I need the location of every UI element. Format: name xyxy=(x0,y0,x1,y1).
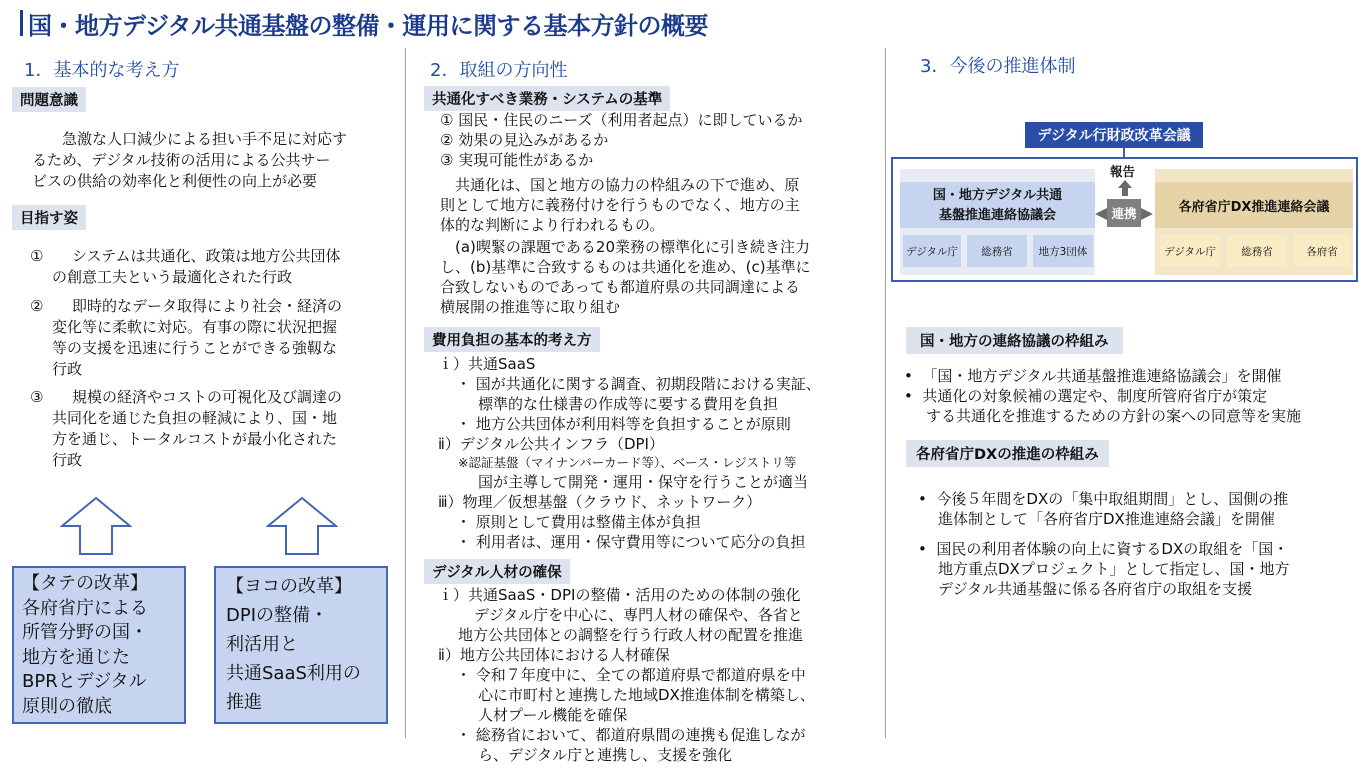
tag-problem-awareness: 問題意識 xyxy=(12,87,86,112)
member-digital-agency: デジタル庁 xyxy=(1160,235,1220,267)
section-heading-3: 3．今後の推進体制 xyxy=(920,56,1076,77)
liaison-label: 連携 xyxy=(1107,199,1141,227)
national-local-framework-list: • 「国・地方デジタル共通基盤推進連絡協議会」を開催 • 共通化の対象候補の選定や、制度所管府省庁が策定 する共通化を推進するための方針の案への同意等を実施 xyxy=(904,367,1302,425)
digital-talent-list: ｉ）共通SaaS・DPIの整備・活用のための体制の強化 デジタル庁を中心に、専門人材の確保や、各省と 地方公共団体との調整を行う行政人材の配置を推進 ⅱ）地方公共団体における人材確保 ・ 令和７年度中に、全ての都道府県で都道府県を中 心に市町村と連携した地域DX推進体制を構築し、 人材プール機能を確保 ・ 総務省において、都道府県間の連携も促進しなが ら、デジタル庁と連携し、支援を強化 xyxy=(438,586,815,764)
tag-cost-sharing: 費用負担の基本的考え方 xyxy=(424,327,600,352)
column-divider-1 xyxy=(405,48,406,738)
column-divider-2 xyxy=(885,48,886,738)
tag-national-local-framework: 国・地方の連絡協議の枠組み xyxy=(906,327,1123,354)
ministries-dx-liaison-council: 各府省庁DX推進連絡会議 xyxy=(1155,182,1353,228)
standardization-paragraph: (a)喫緊の課題である20業務の標準化に引き続き注力 し、(b)基準に合致するものは共通化を進め、(c)基準に 合致しないものであっても都道府県の共同調達による 横展開の推進等に取り組む xyxy=(440,238,811,316)
right-arrow-icon xyxy=(1141,208,1153,220)
member-local-3-orgs: 地方3団体 xyxy=(1033,235,1093,267)
cost-sharing-list: ｉ）共通SaaS ・ 国が共通化に関する調査、初期段階における実証、 標準的な仕様書の作成等に要する費用を負担 ・ 地方公共団体が利用料等を負担することが原則 ⅱ）デジタル公共インフラ（DPI） ※認証基盤（マイナンバーカード等）、ベース・レジストリ等 国が主導して開発・運用・保守を行うことが適当 ⅲ）物理／仮想基盤（クラウド、ネットワーク） ・ 原則として費用は整備主体が負担 ・ 利用者は、運用・保守費用等について応分の負担 xyxy=(438,355,821,551)
criteria-list: ① 国民・住民のニーズ（利用者起点）に即しているか ② 効果の見込みがあるか ③ 実現可能性があるか xyxy=(440,111,803,169)
section-heading-2: 2．取組の方向性 xyxy=(430,60,568,81)
up-arrow-icon xyxy=(60,496,132,556)
page-title: 国・地方デジタル共通基盤の整備・運用に関する基本方針の概要 xyxy=(28,12,709,40)
tag-criteria: 共通化すべき業務・システムの基準 xyxy=(424,86,670,111)
up-arrow-icon xyxy=(266,496,338,556)
member-each-ministry: 各府省 xyxy=(1294,235,1350,267)
tag-digital-talent: デジタル人材の確保 xyxy=(424,559,570,584)
member-digital-agency: デジタル庁 xyxy=(903,235,961,267)
title-accent-bar xyxy=(20,10,23,36)
tag-ministries-dx-framework: 各府省庁DXの推進の枠組み xyxy=(906,440,1109,467)
member-mic: 総務省 xyxy=(1227,235,1287,267)
ministries-dx-framework-list: • 今後５年間をDXの「集中取組期間」とし、国側の推 進体制として「各府省庁DX推進連絡会議」を開催 • 国民の利用者体験の向上に資するDXの取組を「国・ 地方重点DXプロジェクト」として指定し、国・地方 デジタル共通基盤に係る各府省庁の取組を支援 xyxy=(918,490,1290,598)
commonization-paragraph: 共通化は、国と地方の協力の枠組みの下で進め、原 則として地方に義務付けを行うものでなく、地方の主 体的な判断により行われるもの。 xyxy=(440,176,800,234)
section-heading-1: 1．基本的な考え方 xyxy=(24,60,180,81)
tag-goals: 目指す姿 xyxy=(12,205,86,230)
left-arrow-icon xyxy=(1095,208,1107,220)
report-label: 報告 xyxy=(1110,164,1136,179)
digital-admin-reform-council: デジタル行財政改革会議 xyxy=(1025,122,1203,148)
problem-text: 急激な人口減少による担い手不足に対応す るため、デジタル技術の活用による公共サー ビスの供給の効率化と利便性の向上が必要 xyxy=(32,130,348,190)
member-mic: 総務省 xyxy=(967,235,1027,267)
vertical-reform-box: 【タテの改革】 各府省庁による 所管分野の国・ 地方を通じた BPRとデジタル 原則の徹底 xyxy=(12,566,186,724)
national-local-digital-council: 国・地方デジタル共通 基盤推進連絡協議会 xyxy=(900,182,1095,228)
up-arrow-icon xyxy=(1118,180,1132,196)
horizontal-reform-box: 【ヨコの改革】 DPIの整備・ 利活用と 共通SaaS利用の 推進 xyxy=(214,566,388,724)
